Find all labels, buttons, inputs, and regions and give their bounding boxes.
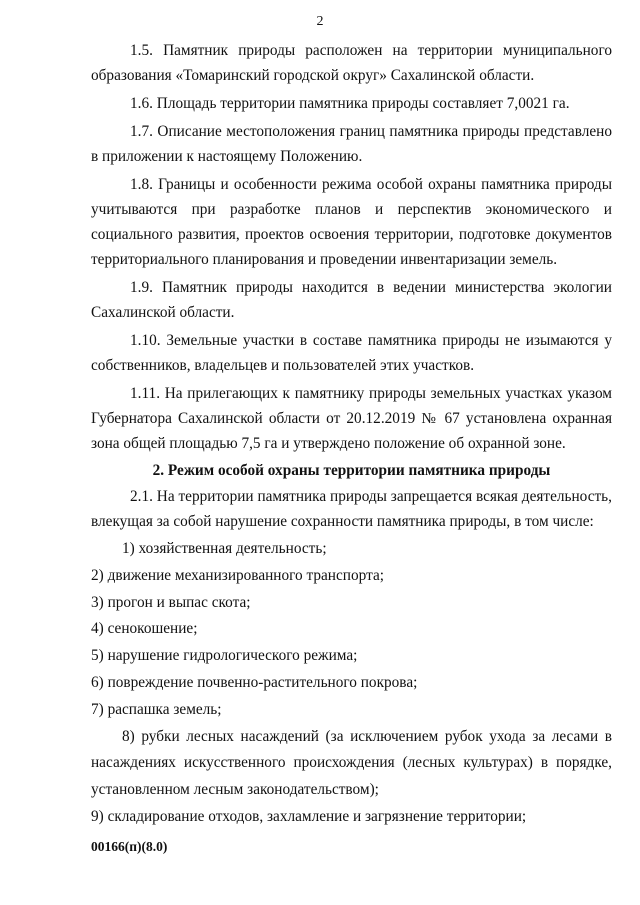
- paragraph-1-6: 1.6. Площадь территории памятника природы составляет 7,0021 га.: [130, 95, 570, 112]
- paragraph-1-10: 1.10. Земельные участки в составе памятника природы не изымаются у собственников, владельцев и пользователей этих участков.: [91, 332, 612, 374]
- list-item: 8) рубки лесных насаждений (за исключением рубок ухода за лесами в насаждениях искусственного происхождения (лесных культурах) в порядке, установленном лесным законодательством);: [91, 727, 612, 799]
- section-heading: 2. Режим особой охраны территории памятника природы: [152, 462, 551, 479]
- list-item: 1) хозяйственная деятельность;: [122, 540, 327, 557]
- list-item: 3) прогон и выпас скота;: [91, 593, 251, 611]
- list-item: 7) распашка земель;: [91, 700, 222, 718]
- document-code: 00166(п)(8.0): [91, 839, 168, 854]
- paragraph-1-8: 1.8. Границы и особенности режима особой охраны памятника природы учитываются при разработке планов и перспектив экономического и социального развития, проектов освоения территории, подготовке документов территориального планирования и проведении инвентаризации земель.: [91, 176, 612, 268]
- list-item: 5) нарушение гидрологического режима;: [91, 647, 358, 665]
- list-item: 4) сенокошение;: [91, 620, 198, 638]
- prohibited-activities-list: [91, 536, 612, 831]
- paragraph-1-7: 1.7. Описание местоположения границ памятника природы представлено в приложении к настоящему Положению.: [91, 123, 612, 165]
- list-item: 9) складирование отходов, захламление и загрязнение территории;: [91, 807, 527, 825]
- section-intro: 2.1. На территории памятника природы запрещается всякая деятельность, влекущая за собой нарушение сохранности памятника природы, в том числе:: [91, 488, 612, 530]
- paragraph-1-11: 1.11. На прилегающих к памятнику природы земельных участках указом Губернатора Сахалинской области от 20.12.2019 № 67 установлена охранная зона общей площадью 7,5 га и утверждено положение об охранной зоне.: [91, 385, 612, 452]
- page-number: 2: [316, 14, 324, 29]
- paragraph-1-9: 1.9. Памятник природы находится в ведении министерства экологии Сахалинской области.: [91, 279, 612, 321]
- list-item: 6) повреждение почвенно-растительного покрова;: [91, 673, 418, 691]
- paragraph-1-5: 1.5. Памятник природы расположен на территории муниципального образования «Томаринский городской округ» Сахалинской области.: [91, 42, 612, 84]
- list-item: 2) движение механизированного транспорта;: [91, 566, 384, 584]
- document-body: [91, 38, 612, 831]
